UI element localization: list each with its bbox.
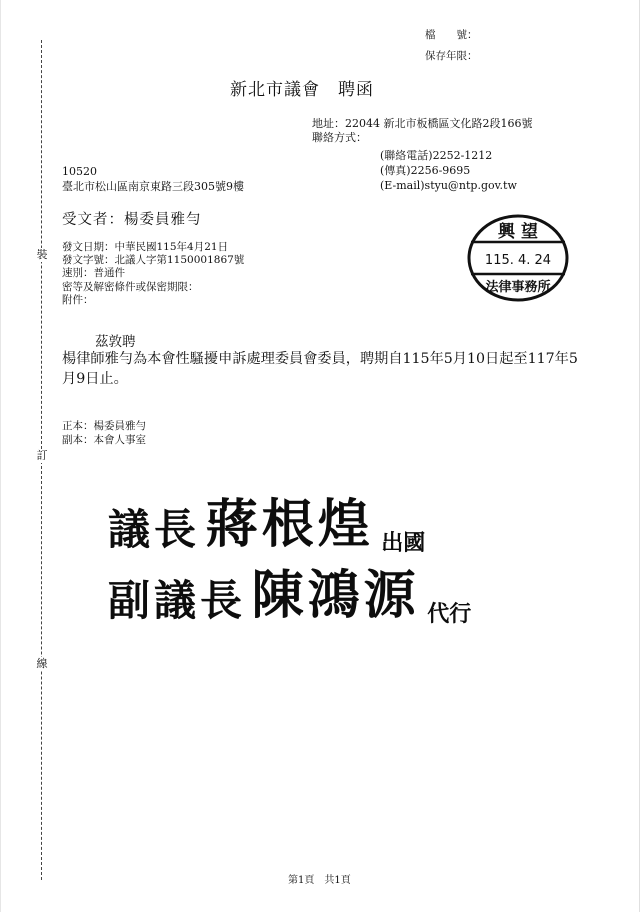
- distribution-list: [62, 420, 146, 447]
- subject-text: 楊律師雅勻為本會性騷擾申訴處理委員會委員，聘期自115年5月10日起至117年5月9日止。: [62, 351, 578, 387]
- copy-recipient: 副本：本會人事室: [62, 433, 146, 446]
- deputy-speaker-signature: [108, 553, 471, 628]
- recipient-postcode: 10520: [62, 165, 97, 178]
- deputy-speaker-name: 陳鴻源: [251, 565, 420, 626]
- delivery-speed: 速別：普通件: [62, 267, 125, 280]
- stamp-date: 115. 4. 24: [484, 253, 552, 268]
- recipient-address-block: [62, 165, 244, 194]
- sender-email: (E-mail)styu@ntp.gov.tw: [380, 179, 517, 192]
- sender-fax: (傳真)2256-9695: [380, 164, 471, 177]
- stamp-bottom-text: 法律事務所: [485, 280, 551, 295]
- document-number: 發文字號：北議人字第1150001867號: [62, 254, 245, 267]
- binding-mark-zhuang: 裝: [36, 248, 48, 261]
- contact-label: 聯絡方式：: [312, 131, 367, 144]
- retention-period-label: 保存年限：: [425, 50, 478, 62]
- speaker-signature: [108, 482, 425, 557]
- archive-number-label: 檔 號：: [425, 29, 478, 41]
- document-meta: [62, 241, 244, 307]
- sender-address: 地址：22044 新北市板橋區文化路2段166號: [312, 117, 533, 130]
- attachments: 附件：: [62, 293, 94, 306]
- subject-heading: 茲敦聘: [95, 334, 136, 350]
- recipient-address: 臺北市松山區南京東路三段305號9樓: [62, 179, 244, 193]
- sender-phone: (聯絡電話)2252-1212: [380, 149, 493, 162]
- speaker-note: 出國: [381, 530, 426, 556]
- deputy-speaker-title: 副議長: [108, 576, 247, 625]
- document-title: 新北市議會 聘函: [230, 80, 374, 100]
- speaker-name: 蔣根煌: [205, 494, 374, 555]
- secrecy-level: 密等及解密條件或保密期限：: [62, 280, 199, 293]
- issue-date: 發文日期：中華民國115年4月21日: [62, 241, 229, 253]
- binding-mark-xian: 線: [36, 657, 48, 670]
- binding-mark-ding: 訂: [36, 449, 48, 462]
- speaker-title: 議長: [108, 505, 201, 554]
- stamp-top-text: 興 望: [498, 222, 538, 242]
- deputy-speaker-note: 代行: [427, 601, 472, 627]
- received-stamp: [466, 212, 570, 304]
- recipient: 受文者：楊委員雅勻: [62, 212, 202, 228]
- page-number: 第1頁 共1頁: [288, 875, 351, 886]
- original-recipient: 正本：楊委員雅勻: [62, 420, 146, 432]
